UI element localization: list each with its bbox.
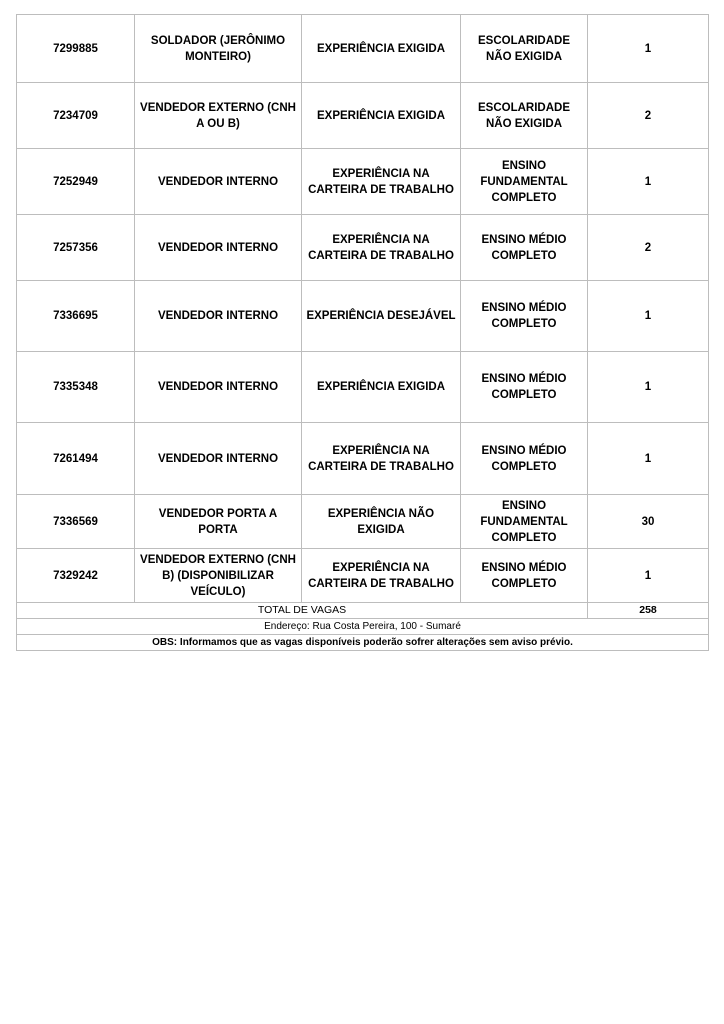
job-code: 7336569 — [17, 495, 135, 549]
total-value: 258 — [588, 603, 709, 619]
job-education: ENSINO MÉDIO COMPLETO — [461, 215, 588, 281]
table-row — [17, 352, 709, 423]
total-row — [17, 603, 709, 619]
job-vacancies: 1 — [588, 352, 709, 423]
obs-row — [17, 635, 709, 651]
table-row — [17, 83, 709, 149]
job-experience: EXPERIÊNCIA EXIGIDA — [302, 15, 461, 83]
job-vacancies: 2 — [588, 215, 709, 281]
job-listing-page — [16, 14, 708, 651]
job-experience: EXPERIÊNCIA EXIGIDA — [302, 352, 461, 423]
job-education: ESCOLARIDADE NÃO EXIGIDA — [461, 83, 588, 149]
job-role: VENDEDOR INTERNO — [135, 352, 302, 423]
total-label: TOTAL DE VAGAS — [17, 603, 588, 619]
obs-text: OBS: Informamos que as vagas disponíveis poderão sofrer alterações sem aviso prévio. — [17, 635, 709, 651]
job-role: VENDEDOR INTERNO — [135, 215, 302, 281]
job-experience: EXPERIÊNCIA NA CARTEIRA DE TRABALHO — [302, 549, 461, 603]
job-code: 7329242 — [17, 549, 135, 603]
job-vacancies: 1 — [588, 423, 709, 495]
job-role: SOLDADOR (JERÔNIMO MONTEIRO) — [135, 15, 302, 83]
job-education: ENSINO MÉDIO COMPLETO — [461, 352, 588, 423]
job-role: VENDEDOR PORTA A PORTA — [135, 495, 302, 549]
job-vacancies: 1 — [588, 149, 709, 215]
job-vacancies-table — [16, 14, 709, 651]
job-vacancies: 1 — [588, 15, 709, 83]
table-row — [17, 215, 709, 281]
table-row — [17, 423, 709, 495]
table-row — [17, 549, 709, 603]
job-role: VENDEDOR INTERNO — [135, 423, 302, 495]
job-role: VENDEDOR EXTERNO (CNH A OU B) — [135, 83, 302, 149]
table-row — [17, 281, 709, 352]
job-code: 7299885 — [17, 15, 135, 83]
job-experience: EXPERIÊNCIA DESEJÁVEL — [302, 281, 461, 352]
job-role: VENDEDOR INTERNO — [135, 149, 302, 215]
job-vacancies: 1 — [588, 549, 709, 603]
job-role: VENDEDOR EXTERNO (CNH B) (DISPONIBILIZAR VEÍCULO) — [135, 549, 302, 603]
job-code: 7252949 — [17, 149, 135, 215]
job-vacancies: 1 — [588, 281, 709, 352]
job-experience: EXPERIÊNCIA NÃO EXIGIDA — [302, 495, 461, 549]
job-education: ENSINO FUNDAMENTAL COMPLETO — [461, 495, 588, 549]
job-experience: EXPERIÊNCIA EXIGIDA — [302, 83, 461, 149]
job-education: ESCOLARIDADE NÃO EXIGIDA — [461, 15, 588, 83]
job-code: 7261494 — [17, 423, 135, 495]
table-row — [17, 15, 709, 83]
address-row — [17, 619, 709, 635]
table-row — [17, 149, 709, 215]
job-code: 7336695 — [17, 281, 135, 352]
job-education: ENSINO MÉDIO COMPLETO — [461, 549, 588, 603]
job-experience: EXPERIÊNCIA NA CARTEIRA DE TRABALHO — [302, 149, 461, 215]
job-education: ENSINO MÉDIO COMPLETO — [461, 423, 588, 495]
job-experience: EXPERIÊNCIA NA CARTEIRA DE TRABALHO — [302, 423, 461, 495]
job-vacancies: 2 — [588, 83, 709, 149]
table-row — [17, 495, 709, 549]
job-code: 7335348 — [17, 352, 135, 423]
job-role: VENDEDOR INTERNO — [135, 281, 302, 352]
job-vacancies: 30 — [588, 495, 709, 549]
job-education: ENSINO FUNDAMENTAL COMPLETO — [461, 149, 588, 215]
job-education: ENSINO MÉDIO COMPLETO — [461, 281, 588, 352]
job-code: 7257356 — [17, 215, 135, 281]
address-text: Endereço: Rua Costa Pereira, 100 - Sumaré — [17, 619, 709, 635]
job-code: 7234709 — [17, 83, 135, 149]
job-experience: EXPERIÊNCIA NA CARTEIRA DE TRABALHO — [302, 215, 461, 281]
